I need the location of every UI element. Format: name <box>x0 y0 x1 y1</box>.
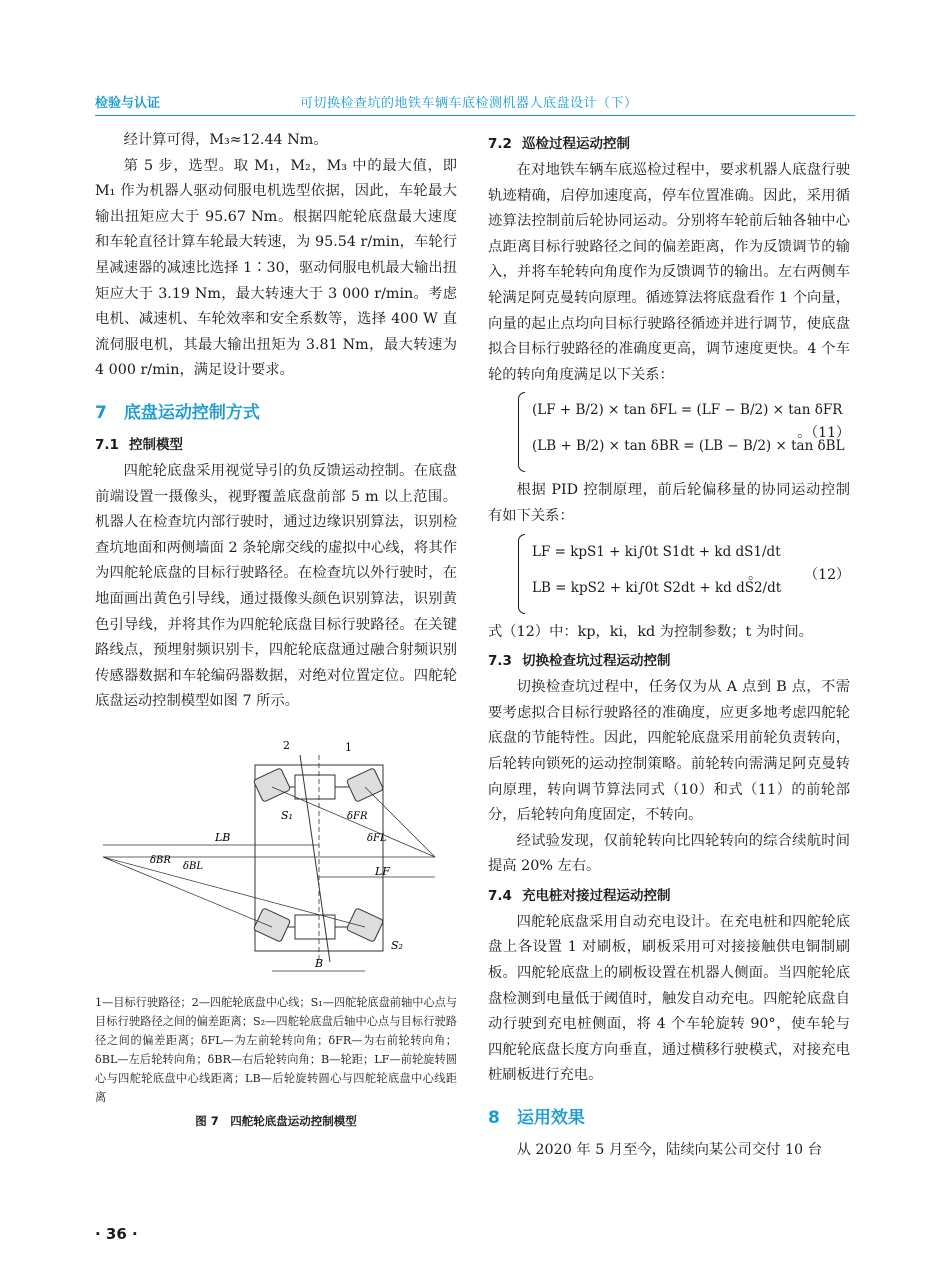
label-2: 2 <box>283 738 290 752</box>
label-delta-fl: δFL <box>367 832 387 844</box>
paragraph-results: 从 2020 年 5 月至今，陆续向某公司交付 10 台 <box>516 1142 822 1159</box>
running-header-section: 检验与认证 <box>95 96 161 111</box>
section-heading-8 <box>488 1103 850 1128</box>
running-header-title: 可切换检查坑的地铁车辆车底检测机器人底盘设计（下） <box>300 96 638 111</box>
left-column <box>95 128 457 1129</box>
subsection-heading-7-2 <box>488 132 850 156</box>
page-number: · 36 · <box>95 1225 138 1243</box>
paragraph-charging: 四舵轮底盘采用自动充电设计。在充电桩和四舵轮底盘上各设置 1 对刷板，刷板采用可对接接触供电铜制刷板。四舵轮底盘上的刷板设置在机器人侧面。当四舵轮底盘检测到电量低于阈值时，触发自动充电。四舵轮底盘自动行驶到充电桩侧面，将 4 个车轮旋转 90°，使车轮与四舵轮底盘长度方向垂直，通过横移行驶模式，对接充电桩刷板进行充电。 <box>488 913 850 1084</box>
section-title: 底盘运动控制方式 <box>123 402 260 423</box>
paragraph-pid: 根据 PID 控制原理，前后轮偏移量的协同运动控制有如下关系： <box>488 482 850 524</box>
subsection-number: 7.2 <box>488 136 512 152</box>
subsection-title: 巡检过程运动控制 <box>522 136 630 152</box>
front-left-wheel <box>253 768 290 802</box>
label-delta-br: δBR <box>150 854 171 866</box>
paragraph-experiment: 经试验发现，仅前轮转向比四轮转向的综合续航时间提高 20% 左右。 <box>488 832 850 875</box>
paragraph-pit-switching: 切换检查坑过程中，任务仅为从 A 点到 B 点，不需要考虑拟合目标行驶路径的准确度，应更多地考虑四舵轮底盘的节能特性。因此，四舵轮底盘采用前轮负责转向，后轮转向锁死的运动控制策略。前轮转向需满足阿克曼转向原理，转向调节算法同式（10）和式（11）的前轮部分，后轮转向角度固定，不转向。 <box>488 679 850 824</box>
paragraph-step5: 第 5 步，选型。取 M₁，M₂，M₃ 中的最大值，即 M₁ 作为机器人驱动伺服电机选型依据，因此，车轮最大输出扭矩应大于 95.67 Nm。根据四舵轮底盘最大速度和车轮直径计算车轮最大转速，为 95.54 r/min，车轮行星减速器的减速比选择 1∶30，驱动伺服电机最大输出扭矩应大于 3.19 Nm，最大转速大于 3 000 r/min。考虑电机、减速机、车轮效率和安全系数等，选择 400 W 直流伺服电机，其最大输出扭矩为 3.81 Nm，最大转速为 4 000 r/min，满足设计要求。 <box>95 157 457 379</box>
equation-brace <box>518 534 525 614</box>
equation-11 <box>488 392 850 472</box>
label-s2: S₂ <box>391 938 403 952</box>
label-1: 1 <box>345 740 352 754</box>
equation-11-number: 。（11） <box>797 425 850 442</box>
subsection-title: 控制模型 <box>129 436 183 453</box>
front-right-wheel <box>346 768 383 802</box>
rear-axle-hub <box>295 915 335 939</box>
equation-11-row1: (LF + B/2) × tan δFL = (LF − B/2) × tan δFR <box>532 402 843 419</box>
label-delta-fr: δFR <box>347 810 368 822</box>
label-lf: LF <box>375 864 390 878</box>
rear-right-wheel <box>346 908 383 942</box>
right-column <box>488 128 850 1164</box>
equation-11-row2: (LB + B/2) × tan δBR = (LB − B/2) × tan δBL <box>532 438 845 455</box>
section-heading-7 <box>95 398 457 423</box>
label-delta-bl: δBL <box>183 860 204 872</box>
equation-12-row2: LB = kpS2 + ki∫0t S2dt + kd dS2/dt <box>532 579 782 596</box>
subsection-title: 充电桩对接过程运动控制 <box>522 887 671 904</box>
chassis-control-diagram <box>95 737 457 987</box>
subsection-title: 切换检查坑过程运动控制 <box>522 653 671 670</box>
label-s1: S₁ <box>281 808 293 822</box>
equation-12-number: 。 （12） <box>748 566 850 583</box>
paragraph-inspection-control: 在对地铁车辆车底巡检过程中，要求机器人底盘行驶轨迹精确，启停加速度高，停车位置准确。因此，采用循迹算法控制前后轮协同运动。分别将车轮前后轴各轴中心点距离目标行驶路径之间的偏差距离，作为反馈调节的输入，并将车轮转向角度作为反馈调节的输出。左右两侧车轮满足阿克曼转向原理。循迹算法将底盘看作 1 个向量，向量的起止点均向目标行驶路径循迹并进行调节，使底盘拟合目标行驶路径的准确度更高，调节速度更快。4 个车轮的转向角度满足以下关系： <box>488 162 850 383</box>
figure-7-caption: 图 7 四舵轮底盘运动控制模型 <box>195 1113 357 1128</box>
section-title: 运用效果 <box>516 1108 585 1129</box>
subsection-number: 7.3 <box>488 653 512 670</box>
paragraph-control-model: 四舵轮底盘采用视觉导引的负反馈运动控制。在底盘前端设置一摄像头，视野覆盖底盘前部 5 m 以上范围。机器人在检查坑内部行驶时，通过边缘识别算法，识别检查坑地面和两侧墙面 2 条轮廓交线的虚拟中心线，将其作为四舵轮底盘的目标行驶路径。在检查坑以外行驶时，在地面画出黄色引导线，通过摄像头颜色识别算法，识别黄色引导线，并将其作为四舵轮底盘目标行驶路径。在关键路线点，预埋射频识别卡，四舵轮底盘通过融合射频识别传感器数据和车轮编码器数据，对绝对位置定位。四舵轮底盘运动控制模型如图 7 所示。 <box>95 462 457 710</box>
subsection-heading-7-3 <box>488 649 850 673</box>
rear-right-ray <box>103 854 365 927</box>
subsection-heading-7-1 <box>95 433 457 457</box>
label-lb: LB <box>215 830 231 844</box>
equation-12-row1: LF = kpS1 + ki∫0t S1dt + kd dS1/dt <box>532 543 781 560</box>
paragraph-eq12-notes: 式（12）中：kp，ki，kd 为控制参数；t 为时间。 <box>488 623 813 640</box>
label-b: B <box>315 956 324 970</box>
front-right-ray <box>365 787 435 857</box>
paragraph-m3-result: 经计算可得，M₃≈12.44 Nm。 <box>123 132 328 148</box>
figure-7 <box>95 737 457 987</box>
figure-7-notes: 1—目标行驶路径；2—四舵轮底盘中心线；S₁—四舵轮底盘前轴中心点与目标行驶路径之间的偏差距离；S₂—四舵轮底盘后轴中心点与目标行驶路径之间的偏差距离；δFL—为左前轮转向角；δFR—为右前轮转向角；δBL—左后轮转向角；δBR—右后轮转向角；B—轮距；LF—前轮旋转圆心与四舵轮底盘中心线距离；LB—后轮旋转圆心与四舵轮底盘中心线距离 <box>95 995 458 1104</box>
equation-12 <box>488 534 850 614</box>
equation-brace <box>518 392 525 472</box>
section-number: 7 <box>95 402 107 423</box>
subsection-number: 7.1 <box>95 436 119 453</box>
front-left-ray <box>272 787 435 857</box>
rear-left-wheel <box>253 908 290 942</box>
section-number: 8 <box>488 1108 500 1129</box>
header-divider <box>95 115 855 116</box>
subsection-number: 7.4 <box>488 887 512 904</box>
front-axle-hub <box>295 775 335 799</box>
subsection-heading-7-4 <box>488 884 850 908</box>
